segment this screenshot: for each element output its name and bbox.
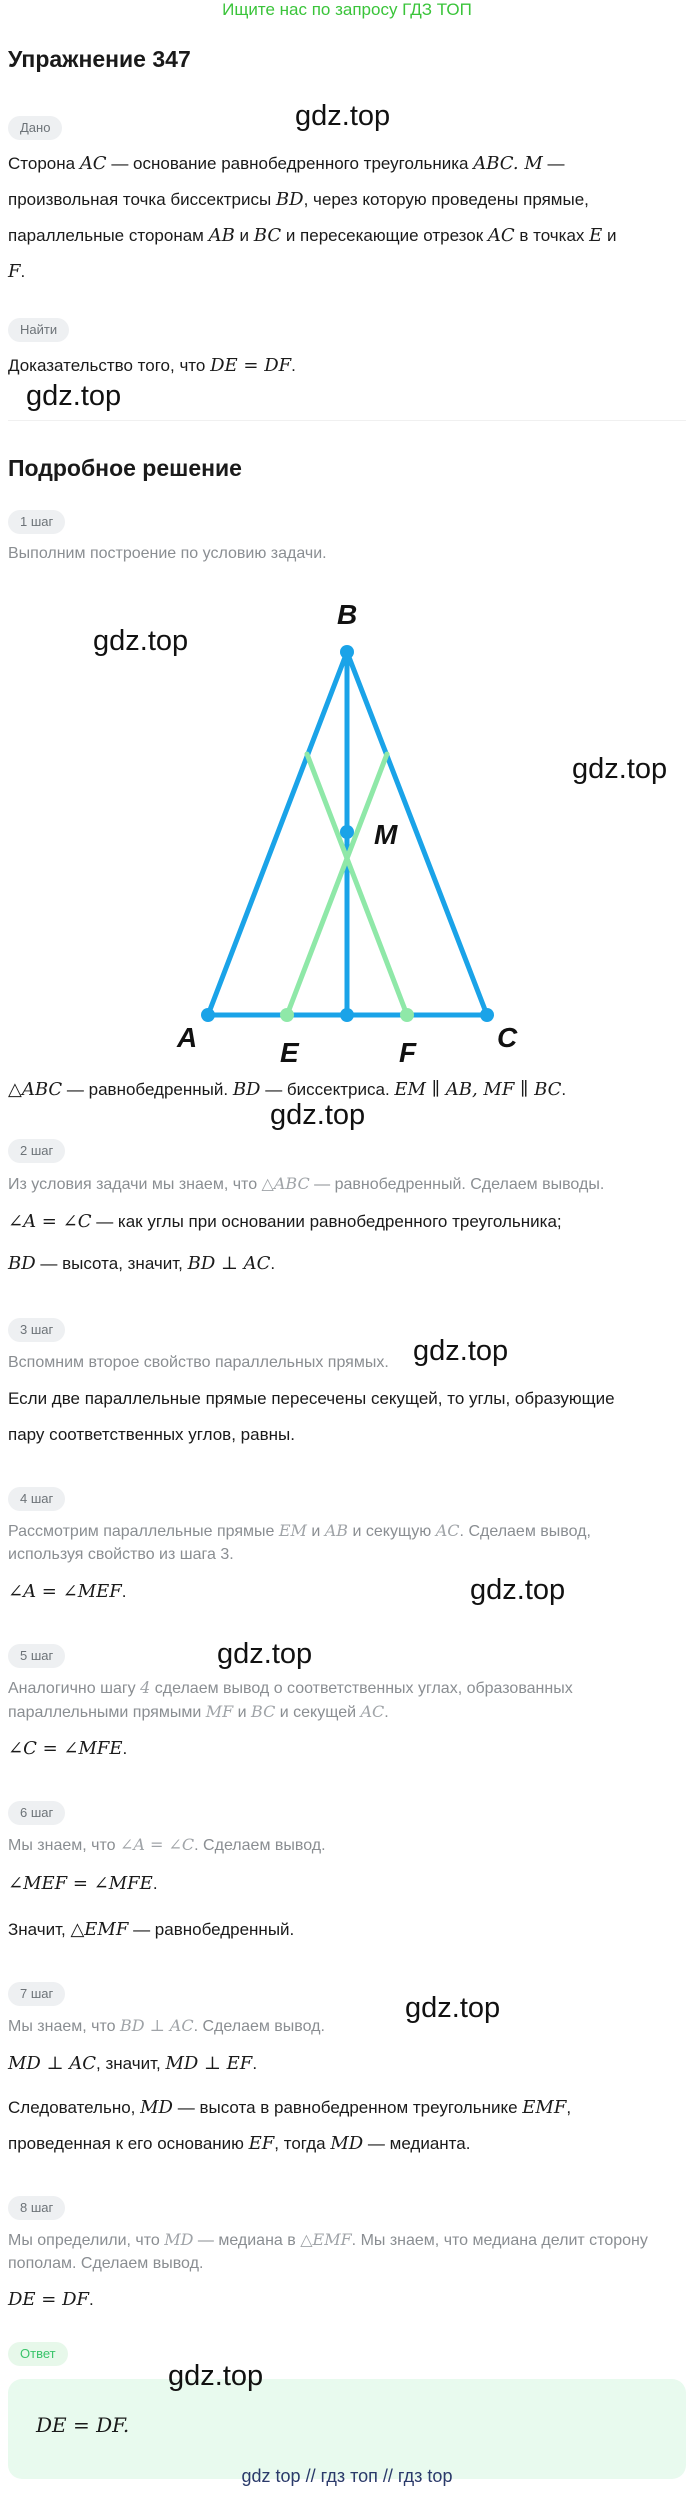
step-4-badge: 4 шаг	[8, 1487, 65, 1511]
answer-box	[8, 2379, 686, 2479]
given-line-2: произвольная точка биссектрисы BD, через которую проведены прямые,	[8, 189, 589, 210]
footer-links	[0, 2466, 694, 2487]
step-7-line-1: MD ⊥ AC, значит, MD ⊥ EF.	[8, 2053, 258, 2074]
footer-link-2[interactable]: гдз топ	[320, 2466, 378, 2486]
answer-text: DE = DF.	[36, 2413, 130, 2437]
watermark: gdz.top	[26, 380, 122, 412]
point-b	[340, 645, 354, 659]
step-1-result: △ABC — равнобедренный. BD — биссектриса. EM ∥ AB, MF ∥ BC.	[8, 1079, 567, 1100]
step-3-badge: 3 шаг	[8, 1318, 65, 1342]
step-5-description-1: Аналогично шагу 4 сделаем вывод о соответственных углах, образованных	[8, 1678, 573, 1697]
section-divider	[8, 420, 686, 421]
step-2-line-1: ∠A = ∠C — как углы при основании равнобедренного треугольника;	[8, 1211, 562, 1232]
footer-separator: //	[300, 2466, 321, 2486]
step-6-description: Мы знаем, что ∠A = ∠C. Сделаем вывод.	[8, 1835, 326, 1854]
step-5-description-2: параллельными прямыми MF и BC и секущей AC.	[8, 1702, 389, 1721]
step-7-line-2: Следовательно, MD — высота в равнобедренном треугольнике EMF,	[8, 2097, 572, 2118]
step-3-description: Вспомним второе свойство параллельных прямых.	[8, 1354, 389, 1371]
point-c	[480, 1008, 494, 1022]
step-2-line-2: BD — высота, значит, BD ⊥ AC.	[8, 1253, 276, 1274]
watermark: gdz.top	[93, 625, 189, 657]
given-badge: Дано	[8, 116, 62, 140]
solution-title: Подробное решение	[8, 455, 242, 481]
step-1-badge: 1 шаг	[8, 510, 65, 534]
step-4-result: ∠A = ∠MEF.	[8, 1581, 127, 1602]
watermark: gdz.top	[295, 100, 391, 132]
step-5-result: ∠C = ∠MFE.	[8, 1738, 128, 1759]
side-bc	[347, 652, 487, 1015]
footer-link-3[interactable]: гдз top	[397, 2466, 453, 2486]
line-mf	[307, 754, 407, 1015]
given-line-4: F.	[8, 261, 26, 282]
step-4-description-1: Рассмотрим параллельные прямые EM и AB и секущую AC. Сделаем вывод,	[8, 1521, 591, 1540]
point-m	[340, 825, 354, 839]
step-6-badge: 6 шаг	[8, 1801, 65, 1825]
step-8-description-2: пополам. Сделаем вывод.	[8, 2255, 204, 2272]
watermark: gdz.top	[572, 753, 668, 785]
point-f	[400, 1008, 414, 1022]
watermark: gdz.top	[168, 2360, 264, 2392]
label-e: E	[280, 1037, 299, 1068]
page-title: Упражнение 347	[8, 46, 191, 72]
footer-link-1[interactable]: gdz top	[241, 2466, 301, 2486]
watermark: gdz.top	[470, 1574, 566, 1606]
label-f: F	[399, 1037, 417, 1068]
given-line-1: Сторона AC — основание равнобедренного треугольника ABC. M —	[8, 153, 565, 174]
watermark: gdz.top	[413, 1335, 509, 1367]
watermark: gdz.top	[405, 1992, 501, 2024]
watermark: gdz.top	[217, 1638, 313, 1670]
point-d	[340, 1008, 354, 1022]
line-em	[287, 754, 387, 1015]
step-3-line-1: Если две параллельные прямые пересечены секущей, то углы, образующие	[8, 1389, 615, 1408]
watermark: gdz.top	[270, 1099, 366, 1131]
step-7-line-3: проведенная к его основанию EF, тогда MD — медианта.	[8, 2133, 471, 2154]
step-2-description: Из условия задачи мы знаем, что △ABC — равнобедренный. Сделаем выводы.	[8, 1174, 605, 1193]
given-line-3: параллельные сторонам AB и BC и пересекающие отрезок AC в точках E и	[8, 225, 617, 246]
answer-badge: Ответ	[8, 2342, 68, 2366]
step-8-result: DE = DF.	[8, 2289, 94, 2310]
step-1-description: Выполним построение по условию задачи.	[8, 545, 327, 562]
step-7-description: Мы знаем, что BD ⊥ AC. Сделаем вывод.	[8, 2016, 325, 2035]
label-a: A	[177, 1022, 198, 1053]
search-hint-link[interactable]: Ищите нас по запросу ГДЗ ТОП	[222, 0, 472, 19]
point-a	[201, 1008, 215, 1022]
step-8-description-1: Мы определили, что MD — медиана в △EMF. Мы знаем, что медиана делит сторону	[8, 2230, 648, 2249]
step-5-badge: 5 шаг	[8, 1644, 65, 1668]
label-m: M	[374, 819, 398, 850]
point-e	[280, 1008, 294, 1022]
step-8-badge: 8 шаг	[8, 2196, 65, 2220]
label-c: C	[497, 1022, 518, 1053]
step-7-badge: 7 шаг	[8, 1982, 65, 2006]
step-3-line-2: пару соответственных углов, равны.	[8, 1425, 295, 1444]
side-ab	[208, 652, 347, 1015]
footer-separator: //	[377, 2466, 398, 2486]
step-2-badge: 2 шаг	[8, 1139, 65, 1163]
find-badge: Найти	[8, 318, 69, 342]
find-text: Доказательство того, что DE = DF.	[8, 355, 296, 376]
label-b: B	[337, 599, 358, 630]
step-4-description-2: используя свойство из шага 3.	[8, 1546, 234, 1563]
step-6-result-2: Значит, △EMF — равнобедренный.	[8, 1919, 295, 1940]
step-6-result-1: ∠MEF = ∠MFE.	[8, 1873, 158, 1894]
